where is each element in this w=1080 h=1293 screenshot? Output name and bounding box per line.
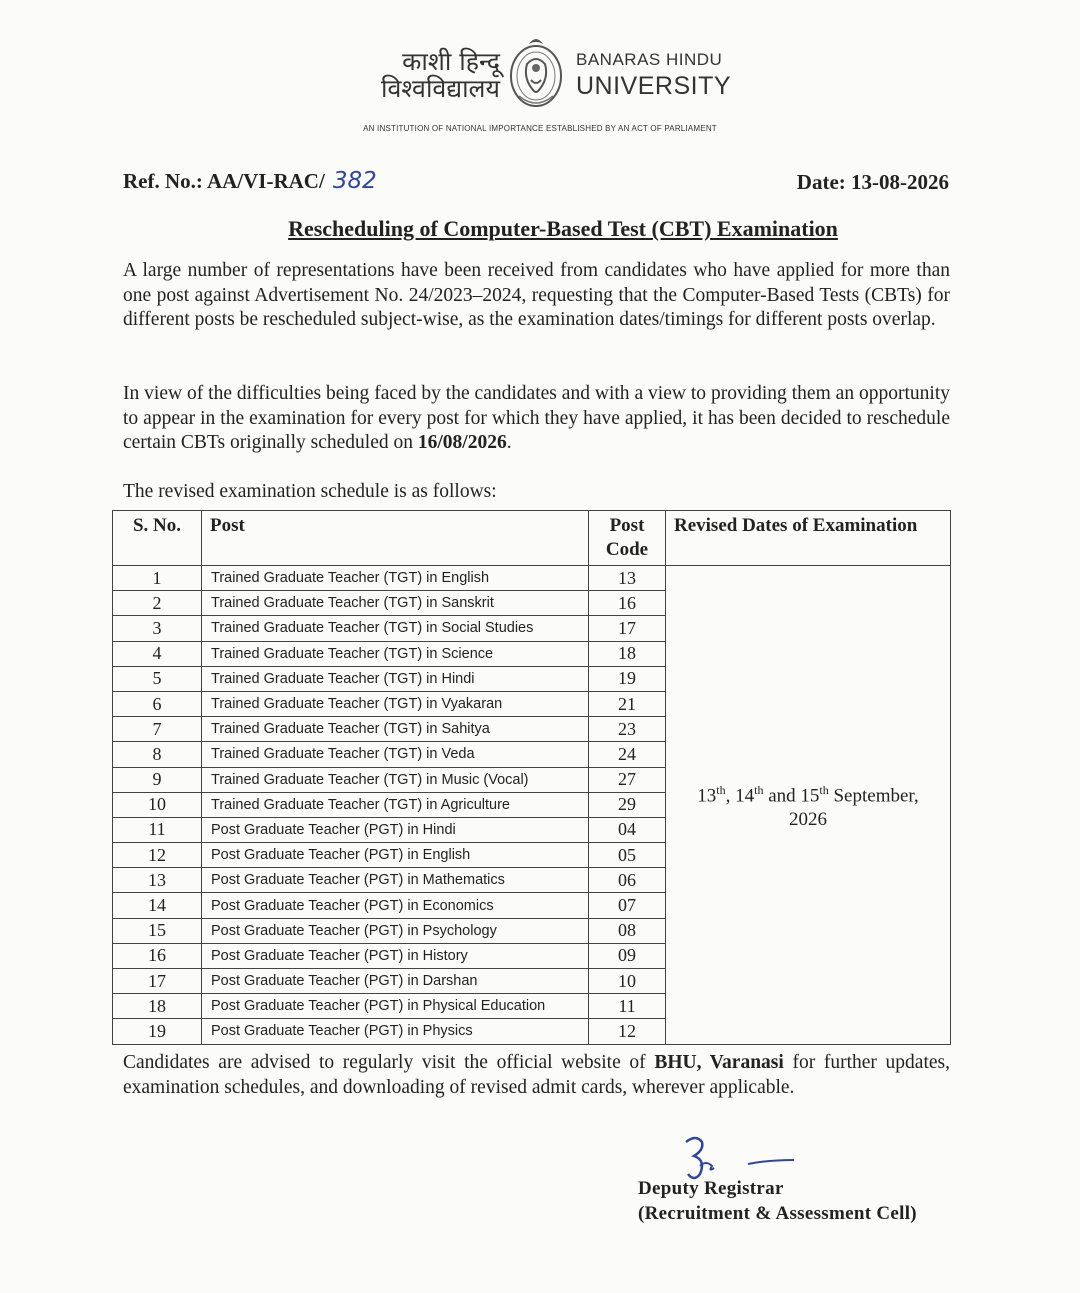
cell-sno: 11 [113,817,202,842]
revised-date-d1: 13 [697,784,717,806]
cell-sno: 12 [113,843,202,868]
cell-post: Trained Graduate Teacher (TGT) in Agriculture [202,792,589,817]
ref-handwritten-number: 382 [332,168,377,194]
english-university-name [576,50,731,101]
cell-post: Post Graduate Teacher (PGT) in Hindi [202,817,589,842]
revised-date-s1: th [716,782,726,797]
website-name: BHU, Varanasi [654,1052,784,1073]
cell-sno: 15 [113,918,202,943]
p4-end: for further updates, examination schedules, and downloading of revised admit cards, wherever applicable. [123,1052,950,1098]
cell-post-code: 24 [589,742,666,767]
cell-post-code: 17 [589,616,666,641]
cell-post-code: 12 [589,1019,666,1044]
cell-post: Trained Graduate Teacher (TGT) in Science [202,641,589,666]
signatory-office: (Recruitment & Assessment Cell) [638,1203,917,1224]
ref-label: Ref. No.: AA/VI-RAC/ [123,169,325,193]
header-sno: S. No. [113,511,202,566]
cell-post: Trained Graduate Teacher (TGT) in Veda [202,742,589,767]
cell-sno: 7 [113,717,202,742]
cell-post: Trained Graduate Teacher (TGT) in Music (Vocal) [202,767,589,792]
paragraph-representations: A large number of representations have been received from candidates who have applied for more than one post against Advertisement No. 24/2023–2024, requesting that the Computer-Based Tests (CBTs) for different posts be rescheduled subject-wise, as the examination dates/timings for different posts overlap. [123,260,950,330]
cell-post-code: 04 [589,817,666,842]
table-row [113,566,951,591]
cell-post-code: 27 [589,767,666,792]
header-post: Post [202,511,589,566]
cell-post-code: 23 [589,717,666,742]
hindi-university-name [350,48,500,102]
cell-post-code: 06 [589,868,666,893]
header-post-code: Post Code [589,511,666,566]
notice-subject: Rescheduling of Computer-Based Test (CBT) Examination [288,216,838,241]
cell-post: Post Graduate Teacher (PGT) in Economics [202,893,589,918]
cell-revised-dates [666,566,951,1045]
hindi-name-line2: विश्वविद्यालय [381,74,500,103]
cell-post: Post Graduate Teacher (PGT) in English [202,843,589,868]
cell-sno: 4 [113,641,202,666]
cell-post: Trained Graduate Teacher (TGT) in Hindi [202,666,589,691]
revised-date-sep1: , [725,784,736,806]
cell-post-code: 13 [589,566,666,591]
cell-sno: 13 [113,868,202,893]
cell-post-code: 21 [589,691,666,716]
cell-sno: 16 [113,943,202,968]
english-name-line2: UNIVERSITY [576,72,732,100]
cell-sno: 10 [113,792,202,817]
table-body [113,566,951,1045]
signatory-title: Deputy Registrar [638,1178,784,1199]
cell-sno: 18 [113,994,202,1019]
cell-sno: 14 [113,893,202,918]
cell-sno: 17 [113,969,202,994]
cell-post: Post Graduate Teacher (PGT) in Psychology [202,918,589,943]
cell-post-code: 10 [589,969,666,994]
cell-post: Post Graduate Teacher (PGT) in Physical Education [202,994,589,1019]
cell-post: Trained Graduate Teacher (TGT) in Sahitya [202,717,589,742]
original-date: 16/08/2026 [417,432,507,453]
cell-post-code: 09 [589,943,666,968]
revised-date-s2: th [754,782,764,797]
cell-post: Trained Graduate Teacher (TGT) in English [202,566,589,591]
header-revised-dates: Revised Dates of Examination [666,511,951,566]
schedule-table [112,510,951,1045]
p2-text: In view of the difficulties being faced by the candidates and with a view to providing them an opportunity to appear in the examination for every post for which they have applied, it has been decided to reschedule certain CBTs originally scheduled on [123,383,950,453]
cell-sno: 5 [113,666,202,691]
cell-post-code: 07 [589,893,666,918]
cell-sno: 19 [113,1019,202,1044]
p2-end: . [506,432,512,453]
cell-post: Trained Graduate Teacher (TGT) in Social Studies [202,616,589,641]
cell-post: Post Graduate Teacher (PGT) in Physics [202,1019,589,1044]
revised-date-d3: 15 [800,784,820,806]
cell-sno: 2 [113,591,202,616]
cell-post: Post Graduate Teacher (PGT) in Mathematics [202,868,589,893]
cell-post: Trained Graduate Teacher (TGT) in Sanskrit [202,591,589,616]
cell-sno: 6 [113,691,202,716]
revised-date-rest: September, 2026 [789,784,919,830]
cell-post-code: 05 [589,843,666,868]
p4-text: Candidates are advised to regularly visit the official website of [123,1052,655,1073]
cell-post-code: 11 [589,994,666,1019]
paragraph-schedule-intro: The revised examination schedule is as follows: [123,481,497,502]
revised-date-s3: th [819,782,829,797]
cell-post-code: 18 [589,641,666,666]
cell-post: Post Graduate Teacher (PGT) in History [202,943,589,968]
cell-post-code: 19 [589,666,666,691]
revised-date-sep2: and [763,784,801,806]
cell-sno: 1 [113,566,202,591]
cell-post-code: 29 [589,792,666,817]
cell-sno: 8 [113,742,202,767]
hindi-name-line1: काशी हिन्दू [402,47,500,76]
cell-post: Trained Graduate Teacher (TGT) in Vyakaran [202,691,589,716]
letterhead-tagline: AN INSTITUTION OF NATIONAL IMPORTANCE ESTABLISHED BY AN ACT OF PARLIAMENT [363,124,717,133]
cell-post: Post Graduate Teacher (PGT) in Darshan [202,969,589,994]
letterhead [0,30,1080,140]
cell-sno: 3 [113,616,202,641]
cell-post-code: 16 [589,591,666,616]
cell-post-code: 08 [589,918,666,943]
paragraph-advisory [123,1051,950,1100]
paragraph-decision [123,382,950,456]
signatory-block [638,1176,917,1226]
revised-date-d2: 14 [735,784,755,806]
university-seal-icon [505,34,567,112]
reference-number [123,168,377,194]
table-header-row [113,511,951,566]
cell-sno: 9 [113,767,202,792]
english-name-line1: BANARAS HINDU [576,50,723,69]
notice-date: Date: 13-08-2026 [796,170,949,194]
